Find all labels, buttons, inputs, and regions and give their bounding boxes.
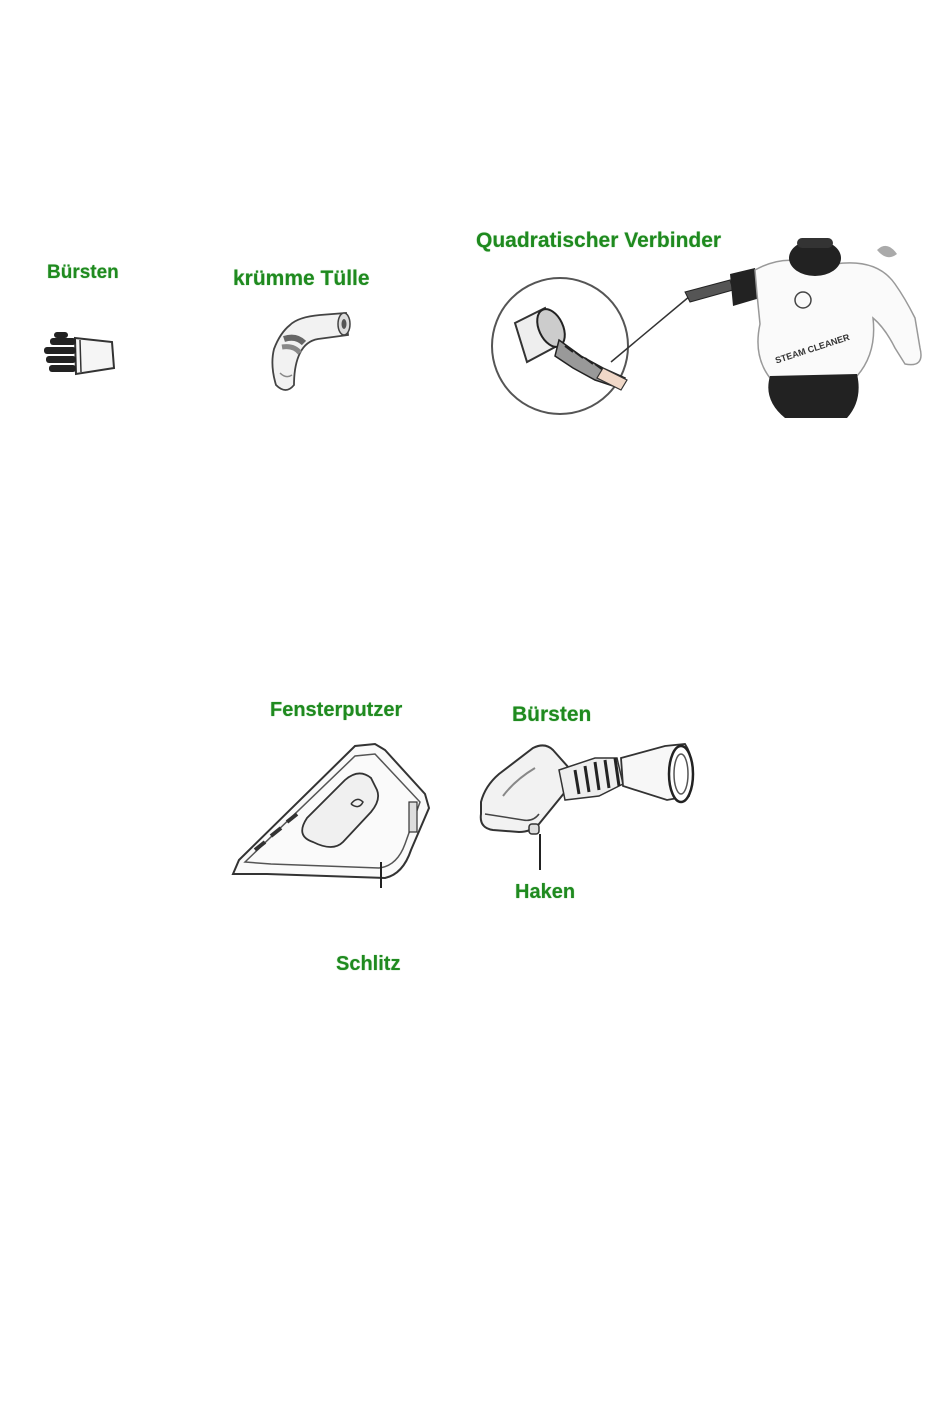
label-brush-small: Bürsten — [47, 262, 119, 283]
label-square-connector: Quadratischer Verbinder — [476, 229, 722, 252]
window-cleaner-illustration — [225, 738, 440, 888]
label-window-cleaner: Fensterputzer — [270, 699, 403, 721]
steam-cleaner-illustration — [485, 228, 935, 428]
device-text: STEAM CLEANER — [773, 332, 851, 366]
label-hook: Haken — [515, 881, 576, 903]
large-brush-illustration — [475, 740, 705, 870]
bent-nozzle-illustration — [260, 305, 360, 400]
label-slot: Schlitz — [336, 953, 401, 975]
label-bent-nozzle: krümme Tülle — [233, 267, 370, 290]
small-brush-illustration — [40, 330, 120, 385]
label-brush-large: Bürsten — [512, 703, 592, 726]
